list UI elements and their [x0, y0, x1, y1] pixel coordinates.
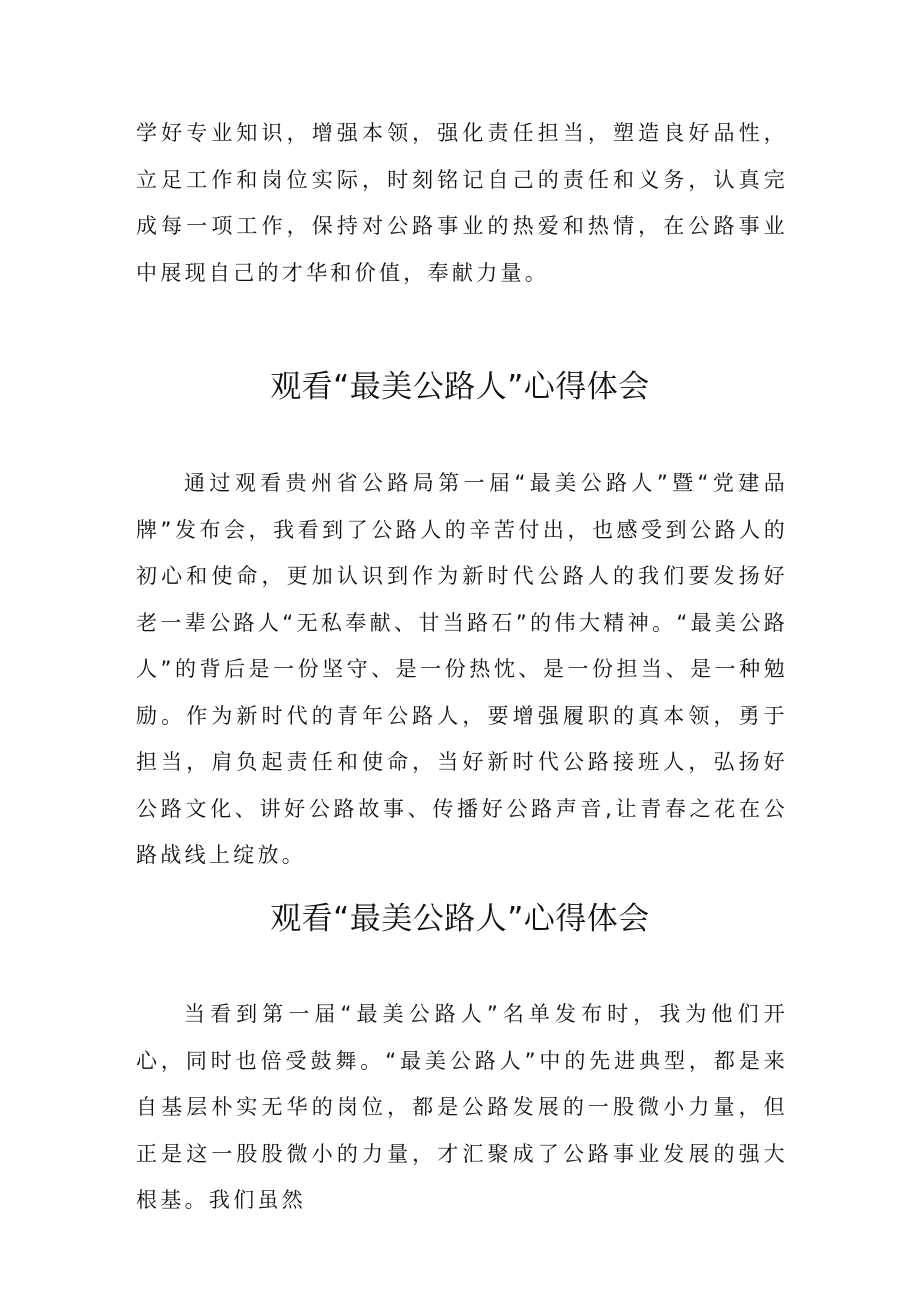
body-paragraph: 当看到第一届“最美公路人”名单发布时，我为他们开心，同时也倍受鼓舞。“最美公路人”中的先进典型，都是来自基层朴实无华的岗位，都是公路发展的一股微小力量，但正是这一股股微小的力量，才汇聚成了公路事业发展的强大根基。我们虽然: [136, 1002, 788, 1212]
body-paragraph-continued: 学好专业知识，增强本领，强化责任担当，塑造良好品性，立足工作和岗位实际，时刻铭记自己的责任和义务，认真完成每一项工作，保持对公路事业的热爱和热情，在公路事业中展现自己的才华和价值，奉献力量。: [136, 121, 788, 285]
section-heading: 观看“最美公路人”心得体会: [270, 369, 650, 405]
body-paragraph: 通过观看贵州省公路局第一届“最美公路人”暨“党建品牌”发布会，我看到了公路人的辛苦付出，也感受到公路人的初心和使命，更加认识到作为新时代公路人的我们要发扬好老一辈公路人“无私奉献、甘当路石”的伟大精神。“最美公路人”的背后是一份坚守、是一份热忱、是一份担当、是一种勉励。作为新时代的青年公路人，要增强履职的真本领，勇于担当，肩负起责任和使命，当好新时代公路接班人，弘扬好公路文化、讲好公路故事、传播好公路声音,让青春之花在公路战线上绽放。: [136, 471, 788, 867]
section-heading: 观看“最美公路人”心得体会: [270, 901, 650, 937]
